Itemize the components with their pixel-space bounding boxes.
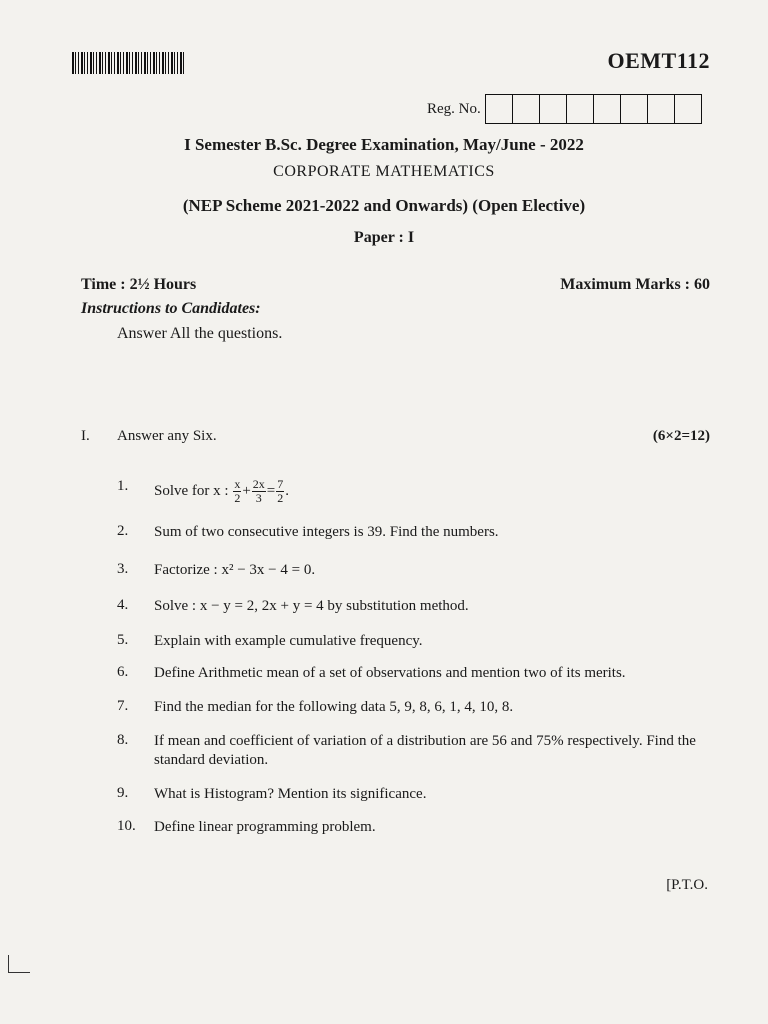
- question-item: [117, 698, 717, 717]
- period: .: [285, 482, 290, 499]
- time-label: Time : 2½ Hours: [81, 276, 197, 293]
- barcode: [72, 52, 186, 74]
- section-marks: (6×2=12): [652, 428, 710, 444]
- question-text: If mean and coefficient of variation of a distribution are 56 and 75% respectively. Find the standard deviation.: [154, 733, 696, 768]
- question-text: [154, 478, 717, 505]
- question-number: 10.: [117, 818, 136, 834]
- scheme-line: (NEP Scheme 2021-2022 and Onwards) (Open Elective): [182, 196, 586, 215]
- numerator: 2x: [252, 477, 265, 491]
- operator: =: [266, 482, 276, 499]
- question-item: [117, 732, 717, 770]
- question-item: [117, 818, 717, 837]
- question-number: 6.: [117, 664, 129, 680]
- reg-no-box: [513, 95, 540, 123]
- question-text: Explain with example cumulative frequency.: [154, 633, 423, 649]
- question-text: What is Histogram? Mention its significance.: [154, 786, 427, 802]
- max-marks-label: Maximum Marks : 60: [560, 276, 710, 293]
- question-item: [117, 597, 717, 616]
- reg-no-label: Reg. No.: [427, 100, 481, 117]
- crop-mark: [8, 972, 30, 973]
- numerator: x: [234, 477, 241, 491]
- question-item: [117, 478, 717, 505]
- question-prefix: Solve for x :: [154, 482, 229, 499]
- question-number: 9.: [117, 785, 129, 801]
- subject-title: CORPORATE MATHEMATICS: [273, 163, 495, 180]
- question-number: 2.: [117, 523, 129, 539]
- question-text: Find the median for the following data 5, 9, 8, 6, 1, 4, 10, 8.: [154, 699, 514, 715]
- reg-no-box: [594, 95, 621, 123]
- denominator: 2: [234, 491, 241, 505]
- operator: +: [242, 482, 251, 499]
- fraction: [276, 478, 284, 505]
- denominator: 2: [277, 491, 284, 505]
- reg-no-box: [486, 95, 513, 123]
- reg-no-boxes: [485, 94, 702, 124]
- section-number: I.: [81, 428, 90, 444]
- question-item: [117, 561, 717, 580]
- reg-no-box: [675, 95, 701, 123]
- question-number: 7.: [117, 698, 129, 714]
- instructions-text: Answer All the questions.: [117, 325, 283, 342]
- reg-no-row: [427, 94, 702, 124]
- exam-title: I Semester B.Sc. Degree Examination, May/June - 2022: [184, 135, 584, 154]
- denominator: 3: [255, 491, 262, 505]
- section-instruction: Answer any Six.: [117, 428, 217, 444]
- question-number: 5.: [117, 632, 129, 648]
- paper-label: Paper : I: [353, 229, 415, 246]
- fraction: [252, 478, 266, 505]
- question-number: 3.: [117, 561, 129, 577]
- question-text: Define linear programming problem.: [154, 819, 376, 835]
- question-item: [117, 785, 717, 804]
- instructions-heading: Instructions to Candidates:: [81, 300, 261, 317]
- question-item: [117, 523, 717, 542]
- question-item: [117, 664, 717, 683]
- question-text: Define Arithmetic mean of a set of observations and mention two of its merits.: [154, 665, 626, 681]
- fraction: [233, 478, 241, 505]
- reg-no-box: [540, 95, 567, 123]
- question-item: [117, 632, 717, 651]
- question-text: Solve : x − y = 2, 2x + y = 4 by substitution method.: [154, 598, 469, 614]
- reg-no-box: [621, 95, 648, 123]
- question-text: Factorize : x² − 3x − 4 = 0.: [154, 562, 316, 578]
- pto-label: [P.T.O.: [666, 877, 708, 893]
- reg-no-box: [648, 95, 675, 123]
- question-number: 4.: [117, 597, 129, 613]
- question-number: 8.: [117, 732, 129, 748]
- reg-no-box: [567, 95, 594, 123]
- numerator: 7: [277, 477, 284, 491]
- crop-mark: [8, 955, 9, 973]
- question-number: 1.: [117, 478, 129, 494]
- question-text: Sum of two consecutive integers is 39. Find the numbers.: [154, 524, 499, 540]
- paper-code: OEMT112: [607, 48, 710, 73]
